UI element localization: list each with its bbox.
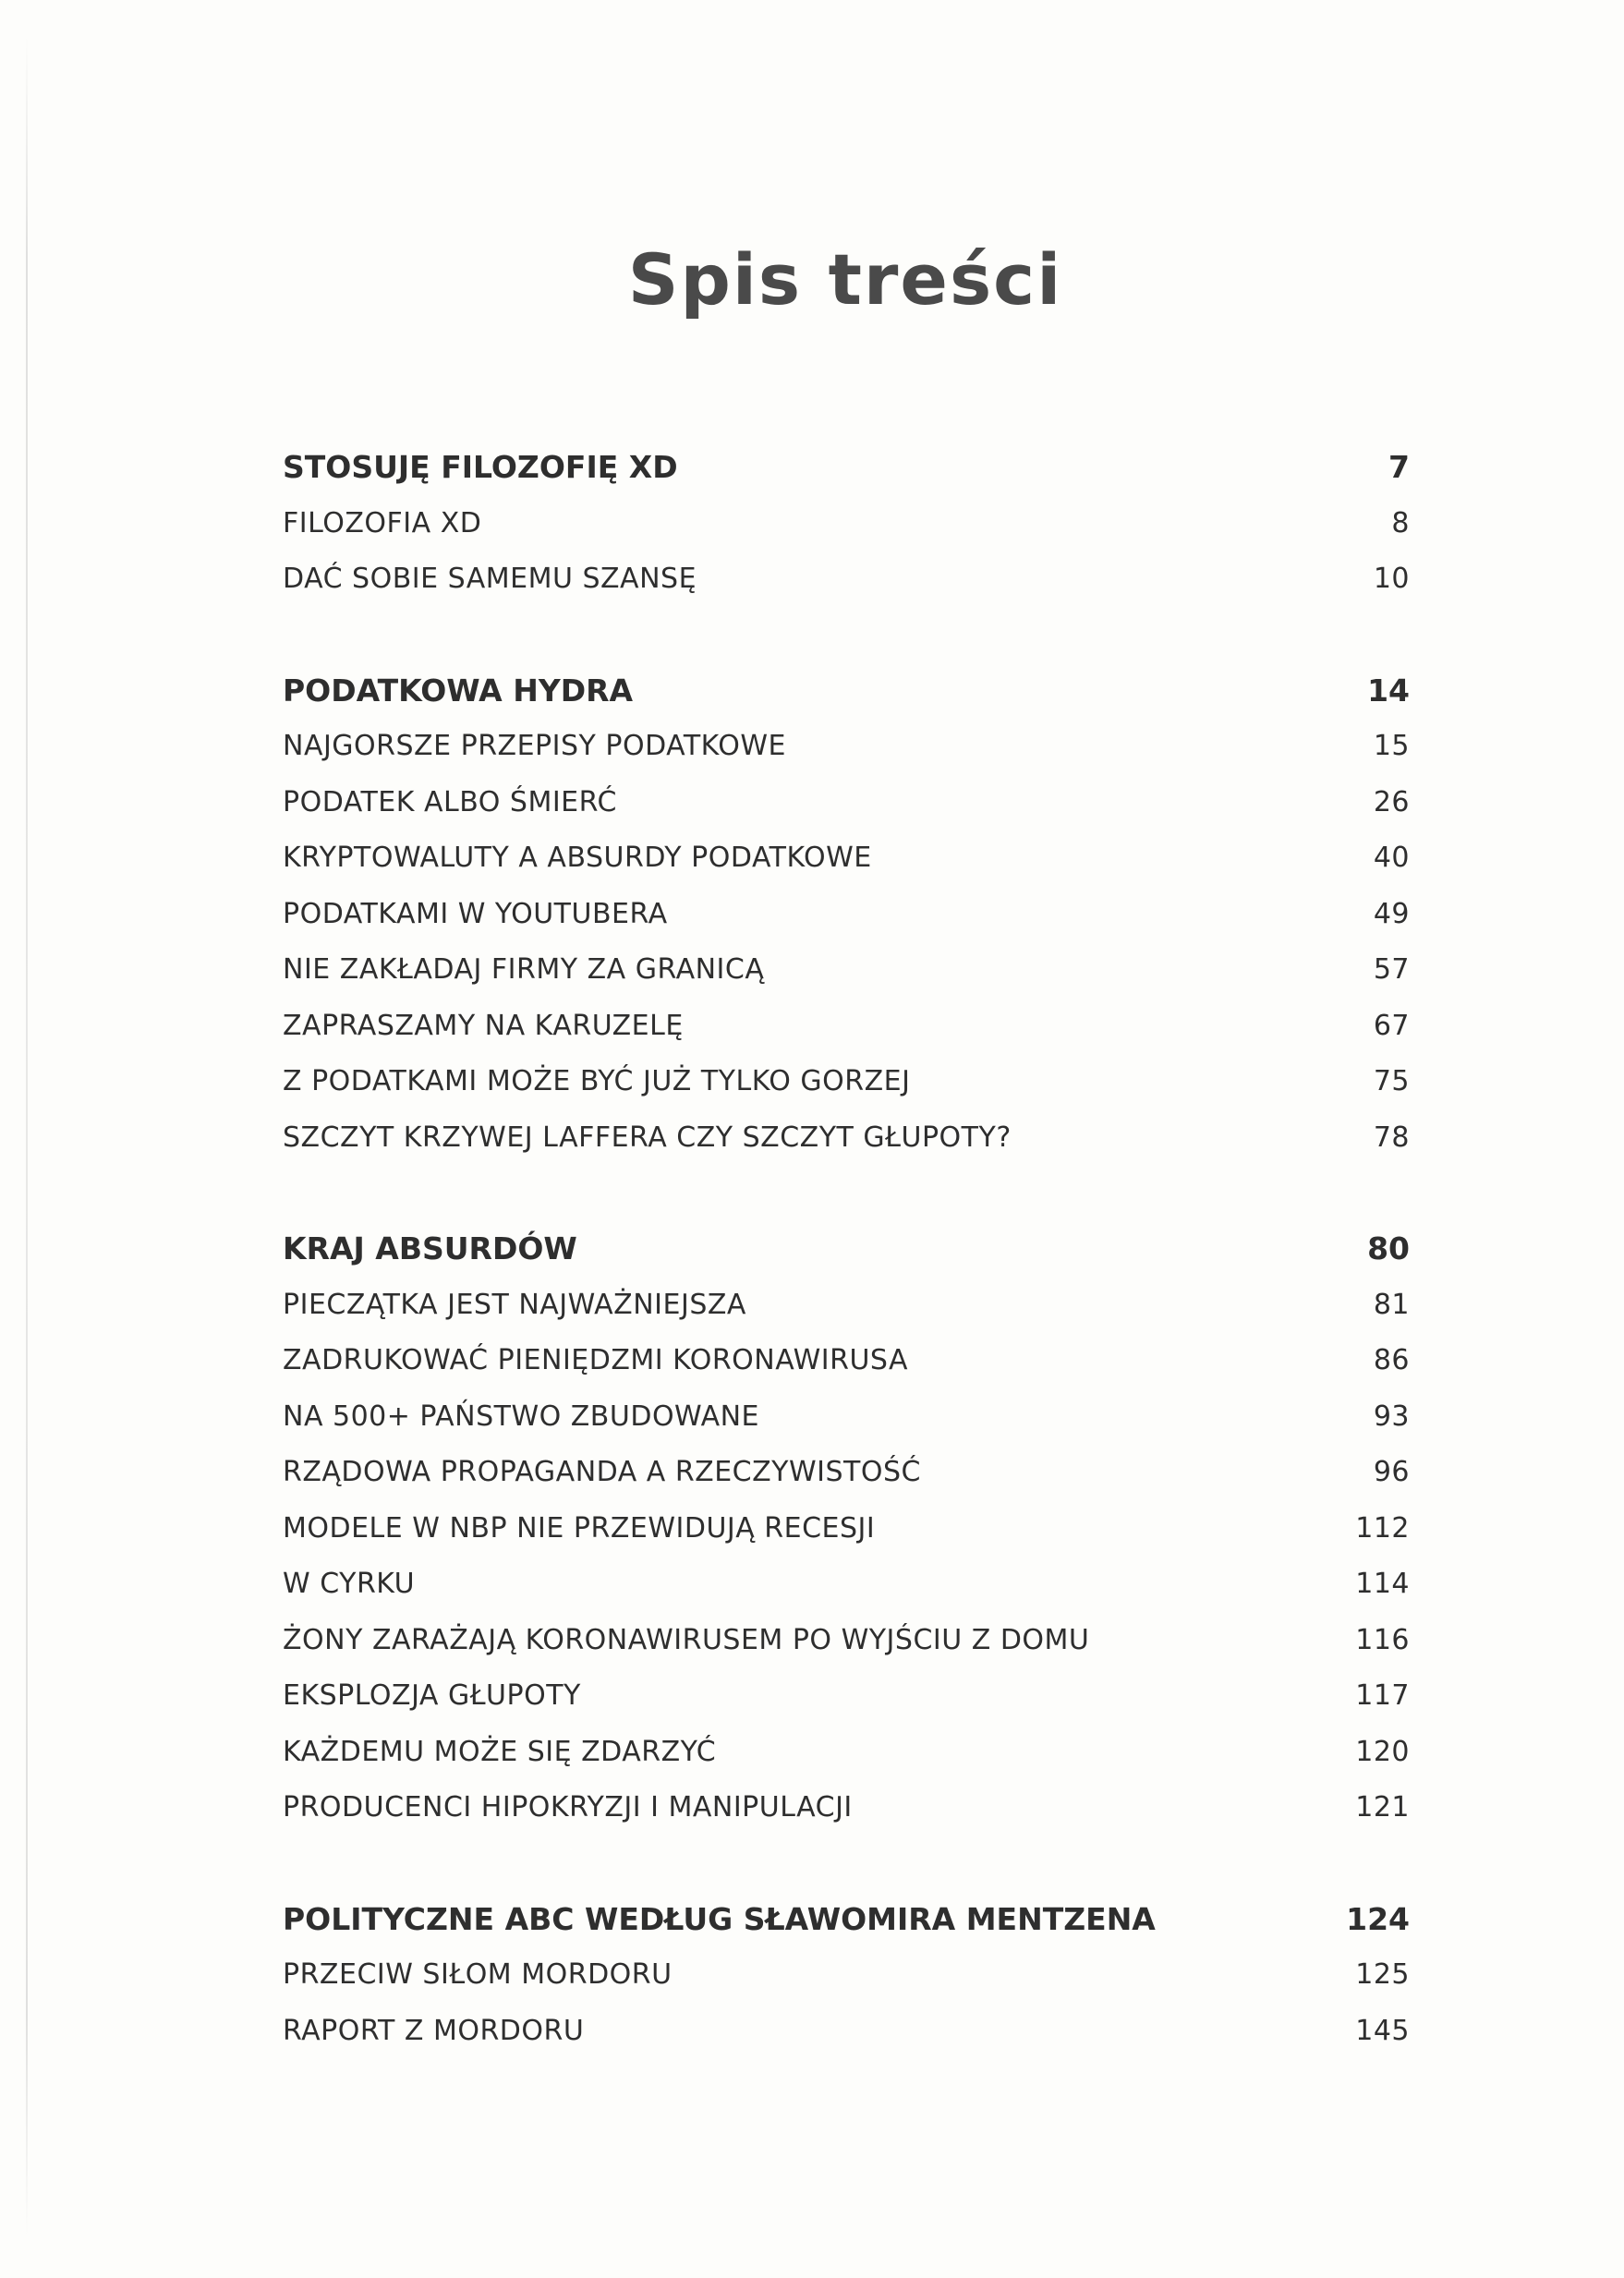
toc-entry (283, 1780, 1410, 1836)
section-page-number: 124 (1346, 1900, 1410, 1937)
section-title: POLITYCZNE ABC WEDŁUG SŁAWOMIRA MENTZENA (283, 1900, 1156, 1937)
entry-title: PRZECIW SIŁOM MORDORU (283, 1958, 673, 1991)
entry-page-number: 15 (1373, 730, 1410, 762)
toc-section (283, 440, 1410, 608)
entry-page-number: 57 (1373, 953, 1410, 986)
entry-page-number: 75 (1373, 1065, 1410, 1097)
toc-entry (283, 1389, 1410, 1446)
entry-page-number: 121 (1355, 1791, 1410, 1824)
entry-title: RZĄDOWA PROPAGANDA A RZECZYWISTOŚĆ (283, 1456, 921, 1488)
section-page-number: 7 (1388, 449, 1410, 485)
toc-entry (283, 1333, 1410, 1389)
entry-title: NIE ZAKŁADAJ FIRMY ZA GRANICĄ (283, 953, 765, 986)
entry-title: KRYPTOWALUTY A ABSURDY PODATKOWE (283, 842, 872, 874)
toc-section (283, 1221, 1410, 1836)
entry-title: NA 500+ PAŃSTWO ZBUDOWANE (283, 1400, 759, 1433)
toc-section-heading (283, 440, 1410, 496)
entry-page-number: 26 (1373, 785, 1410, 818)
entry-page-number: 125 (1355, 1958, 1410, 1991)
toc-entry (283, 1278, 1410, 1334)
entry-title: RAPORT Z MORDORU (283, 2014, 585, 2047)
entry-title: DAĆ SOBIE SAMEMU SZANSĘ (283, 563, 697, 595)
entry-page-number: 117 (1355, 1679, 1410, 1712)
entry-title: PODATEK ALBO ŚMIERĆ (283, 785, 617, 818)
entry-page-number: 116 (1355, 1623, 1410, 1656)
entry-page-number: 10 (1373, 563, 1410, 595)
entry-title: NAJGORSZE PRZEPISY PODATKOWE (283, 730, 786, 762)
toc-entry (283, 830, 1410, 887)
entry-page-number: 96 (1373, 1456, 1410, 1488)
entry-page-number: 93 (1373, 1400, 1410, 1433)
entry-title: KAŻDEMU MOŻE SIĘ ZDARZYĆ (283, 1735, 717, 1768)
section-title: STOSUJĘ FILOZOFIĘ XD (283, 449, 678, 485)
toc-entry (283, 1445, 1410, 1501)
toc-entry (283, 719, 1410, 775)
toc-section-heading (283, 1221, 1410, 1278)
entry-page-number: 40 (1373, 842, 1410, 874)
section-page-number: 14 (1367, 672, 1410, 709)
entry-title: ZADRUKOWAĆ PIENIĘDZMI KORONAWIRUSA (283, 1344, 909, 1376)
entry-page-number: 120 (1355, 1735, 1410, 1768)
toc-entry (283, 1947, 1410, 2004)
entry-title: FILOZOFIA XD (283, 506, 482, 539)
entry-page-number: 145 (1355, 2014, 1410, 2047)
entry-page-number: 67 (1373, 1009, 1410, 1042)
entry-page-number: 112 (1355, 1511, 1410, 1545)
entry-title: PIECZĄTKA JEST NAJWAŻNIEJSZA (283, 1288, 746, 1321)
page-title: Spis treści (627, 238, 1063, 321)
toc-section (283, 663, 1410, 1167)
toc-entry (283, 1557, 1410, 1613)
entry-title: W CYRKU (283, 1568, 416, 1600)
entry-title: SZCZYT KRZYWEJ LAFFERA CZY SZCZYT GŁUPOTY? (283, 1121, 1012, 1154)
page-binding-edge (26, 37, 28, 2236)
entry-title: Z PODATKAMI MOŻE BYĆ JUŻ TYLKO GORZEJ (283, 1065, 911, 1097)
toc-entry (283, 1613, 1410, 1669)
toc-entry (283, 1501, 1410, 1557)
section-title: KRAJ ABSURDÓW (283, 1230, 577, 1266)
entry-page-number: 86 (1373, 1344, 1410, 1376)
toc-entry (283, 999, 1410, 1055)
toc-section-heading (283, 663, 1410, 720)
toc-entry (283, 775, 1410, 831)
toc-entry (283, 496, 1410, 552)
toc-entry (283, 551, 1410, 608)
entry-page-number: 78 (1373, 1121, 1410, 1154)
toc-entry (283, 1110, 1410, 1167)
entry-title: PODATKAMI W YOUTUBERA (283, 897, 668, 930)
entry-title: ZAPRASZAMY NA KARUZELĘ (283, 1009, 684, 1042)
entry-title: ŻONY ZARAŻAJĄ KORONAWIRUSEM PO WYJŚCIU Z DOMU (283, 1623, 1090, 1656)
toc-section (283, 1892, 1410, 2060)
section-page-number: 80 (1367, 1230, 1410, 1266)
section-title: PODATKOWA HYDRA (283, 672, 634, 709)
entry-title: MODELE W NBP NIE PRZEWIDUJĄ RECESJI (283, 1511, 876, 1545)
entry-title: EKSPLOZJA GŁUPOTY (283, 1679, 581, 1712)
toc-entry (283, 1668, 1410, 1725)
entry-title: PRODUCENCI HIPOKRYZJI I MANIPULACJI (283, 1791, 853, 1824)
entry-page-number: 81 (1373, 1288, 1410, 1321)
toc-section-heading (283, 1892, 1410, 1948)
toc-entry (283, 1054, 1410, 1110)
entry-page-number: 49 (1373, 897, 1410, 930)
toc-entry (283, 942, 1410, 999)
entry-page-number: 8 (1391, 506, 1410, 539)
entry-page-number: 114 (1355, 1568, 1410, 1600)
toc-entry (283, 2004, 1410, 2060)
toc-entry (283, 887, 1410, 943)
toc-entry (283, 1725, 1410, 1781)
table-of-contents (283, 440, 1410, 2114)
